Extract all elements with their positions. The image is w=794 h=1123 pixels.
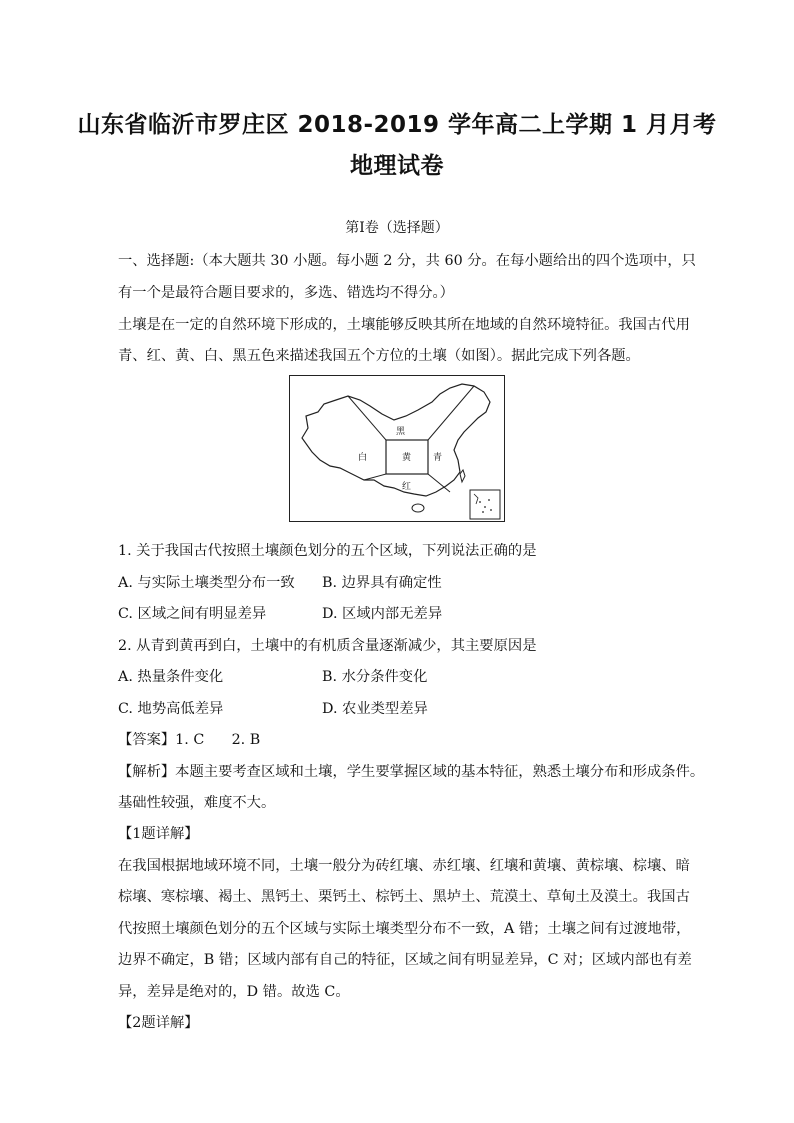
label-black: 黑	[396, 427, 406, 437]
label-yellow: 黄	[402, 453, 412, 463]
q2-option-c: C. 地势高低差异	[118, 701, 224, 717]
answer-line: 【答案】1. C 2. B	[118, 732, 261, 748]
intro-line: 青、红、黄、白、黑五色来描述我国五个方位的土壤（如图）。据此完成下列各题。	[118, 348, 640, 364]
q1-option-b: B. 边界具有确定性	[322, 575, 442, 591]
detail-1-line: 代按照土壤颜色划分的五个区域与实际土壤类型分布不一致，A 错；土壤之间有过渡地带，	[118, 921, 691, 937]
china-outline-map	[290, 376, 503, 520]
intro-line: 有一个是最符合题目要求的，多选、错选均不得分。）	[118, 285, 454, 301]
analysis-line: 基础性较强，难度不大。	[118, 795, 276, 811]
analysis-line: 【解析】本题主要考查区域和土壤，学生要掌握区域的基本特征，熟悉土壤分布和形成条件。	[118, 764, 705, 780]
question-2-stem: 2. 从青到黄再到白，土壤中的有机质含量逐渐减少，其主要原因是	[118, 638, 537, 654]
section-heading: 第Ⅰ卷（选择题）	[345, 220, 449, 236]
label-white: 白	[358, 453, 368, 463]
q2-option-d: D. 农业类型差异	[322, 701, 428, 717]
detail-1-heading: 【1题详解】	[118, 826, 199, 842]
intro-line: 一、选择题:（本大题共 30 小题。每小题 2 分，共 60 分。在每小题给出的四个选项中，只	[118, 253, 696, 269]
detail-2-heading: 【2题详解】	[118, 1015, 199, 1031]
q2-option-a: A. 热量条件变化	[118, 669, 224, 685]
detail-1-line: 异，差异是绝对的，D 错。故选 C。	[118, 984, 350, 1000]
q1-option-c: C. 区域之间有明显差异	[118, 606, 267, 622]
detail-1-line: 边界不确定，B 错；区域内部有自己的特征，区域之间有明显差异，C 对；区域内部也有差	[118, 952, 692, 968]
label-green: 青	[433, 453, 443, 463]
question-1-stem: 1. 关于我国古代按照土壤颜色划分的五个区域，下列说法正确的是	[118, 543, 537, 559]
q1-option-a: A. 与实际土壤类型分布一致	[118, 575, 295, 591]
label-red: 红	[402, 482, 412, 492]
intro-line: 土壤是在一定的自然环境下形成的，土壤能够反映其所在地域的自然环境特征。我国古代用	[118, 317, 690, 333]
detail-1-line: 在我国根据地域环境不同，土壤一般分为砖红壤、赤红壤、红壤和黄壤、黄棕壤、棕壤、暗	[118, 858, 690, 874]
q1-option-d: D. 区域内部无差异	[322, 606, 443, 622]
q2-option-b: B. 水分条件变化	[322, 669, 428, 685]
detail-1-line: 棕壤、寒棕壤、褐土、黑钙土、栗钙土、棕钙土、黑垆土、荒漠土、草甸土及漠土。我国古	[118, 889, 690, 905]
title-line-2: 地理试卷	[350, 153, 444, 179]
soil-color-map	[289, 375, 505, 522]
title-line-1: 山东省临沂市罗庄区 2018-2019 学年高二上学期 1 月月考	[77, 112, 717, 138]
